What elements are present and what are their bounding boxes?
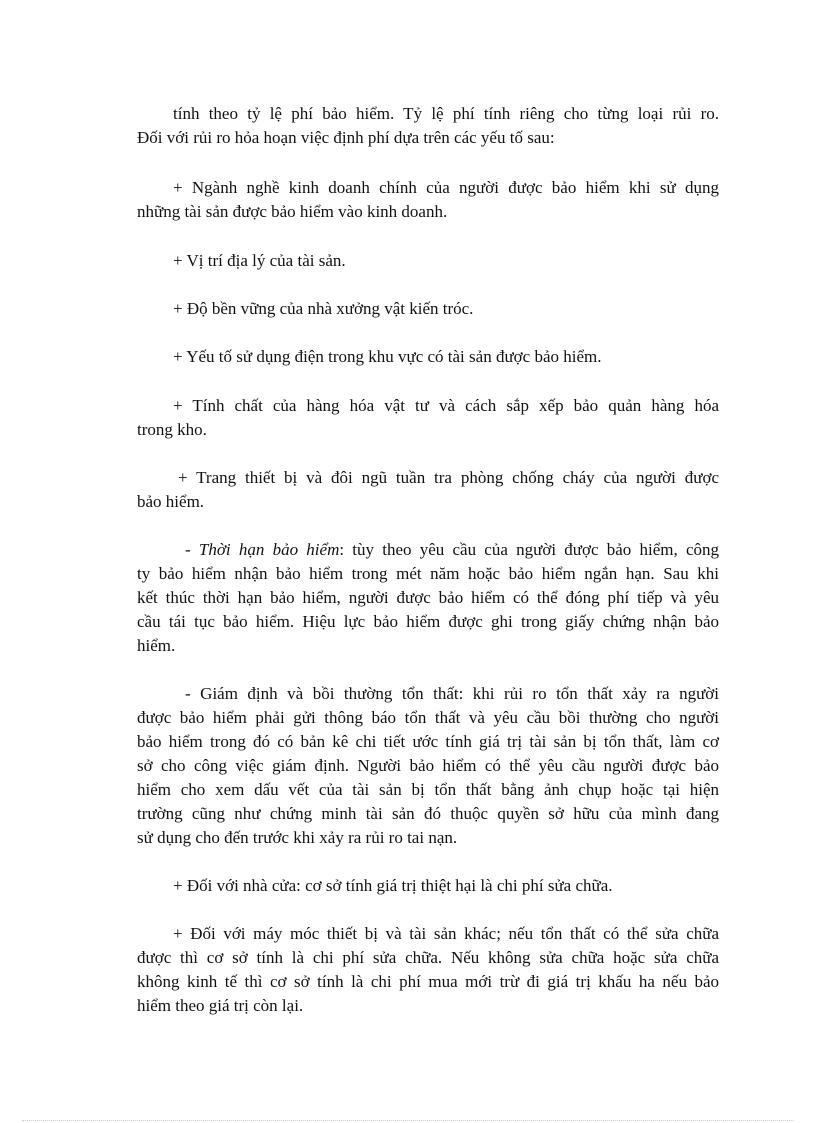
text-line: cầu tái tục bảo hiểm. Hiệu lực bảo hiểm được ghi trong giấy chứng nhận bảo [137,612,719,631]
text-line: hiểm cho xem dấu vết của tài sản bị tổn thất bằng ảnh chụp hoặc tại hiện [137,780,719,799]
text-line: những tài sản được bảo hiểm vào kinh doanh. [137,202,448,221]
text-line: + Tính chất của hàng hóa vật tư và cách sắp xếp bảo quản hàng hóa [173,396,719,415]
text-line: trường cũng như chứng minh tài sản đó thuộc quyền sở hữu của mình đang [137,804,719,823]
paragraph [137,176,719,224]
text-line: sở cho công việc giám định. Người bảo hiểm có thể yêu cầu người được bảo [137,756,719,775]
paragraph [137,102,719,150]
text-line: + Độ bền vững của nhà xưởng vật kiến tróc. [173,299,474,318]
text-run: : tùy theo yêu cầu của người được bảo hiểm, công [339,540,720,559]
text-line: bảo hiểm. [137,492,205,511]
text-line: được bảo hiểm phải gửi thông báo tổn thất và yêu cầu bồi thường cho người [137,708,719,727]
text-line: Đối với rủi ro hỏa hoạn việc định phí dựa trên các yếu tố sau: [137,128,555,147]
text-line: + Yếu tố sử dụng điện trong khu vực có tài sản được bảo hiểm. [173,347,602,366]
text-line: trong kho. [137,420,207,439]
text-line: + Đối với nhà cửa: cơ sở tính giá trị thiệt hại là chi phí sửa chữa. [173,876,613,895]
paragraph [137,297,719,321]
page-bottom-edge [22,1120,794,1121]
text-line: hiểm theo giá trị còn lại. [137,996,304,1015]
text-line: + Ngành nghề kinh doanh chính của người được bảo hiểm khi sử dụng [173,178,719,197]
text-line [137,538,719,562]
text-line: sử dụng cho đến trước khi xảy ra rủi ro tai nạn. [137,828,458,847]
text-line: được thì cơ sở tính là chi phí sửa chữa. Nếu không sửa chữa hoặc sửa chữa [137,948,719,967]
paragraph [137,922,719,1018]
text-line: + Vị trí địa lý của tài sản. [173,251,346,270]
paragraph [137,249,719,273]
paragraph [137,345,719,369]
paragraph [137,874,719,898]
text-line: ty bảo hiểm nhận bảo hiểm trong mét năm hoặc bảo hiểm ngắn hạn. Sau khi [137,564,719,583]
text-line: tính theo tỷ lệ phí bảo hiểm. Tỷ lệ phí tính riêng cho từng loại rủi ro. [173,104,719,123]
paragraph [137,394,719,442]
paragraph [137,538,719,658]
section-term: Thời hạn bảo hiểm [198,540,340,559]
text-line: hiểm. [137,636,176,655]
paragraph [137,682,719,850]
text-line: kết thúc thời hạn bảo hiểm, người được bảo hiểm có thể đóng phí tiếp và yêu [137,588,719,607]
text-line: bảo hiểm trong đó có bản kê chi tiết ước tính giá trị tài sản bị tổn thất, làm cơ [137,732,719,751]
text-line: + Đối với máy móc thiết bị và tài sản khác; nếu tổn thất có thể sửa chữa [173,924,719,943]
text-line: + Trang thiết bị và đôi ngũ tuần tra phòng chống cháy của người được [178,468,719,487]
list-dash: - [185,540,199,559]
text-line: không kinh tế thì cơ sở tính là chi phí mua mới trừ đi giá trị khấu ha nếu bảo [137,972,719,991]
text-line: - Giám định và bồi thường tổn thất: khi rủi ro tổn thất xảy ra người [185,684,719,703]
paragraph [137,466,719,514]
